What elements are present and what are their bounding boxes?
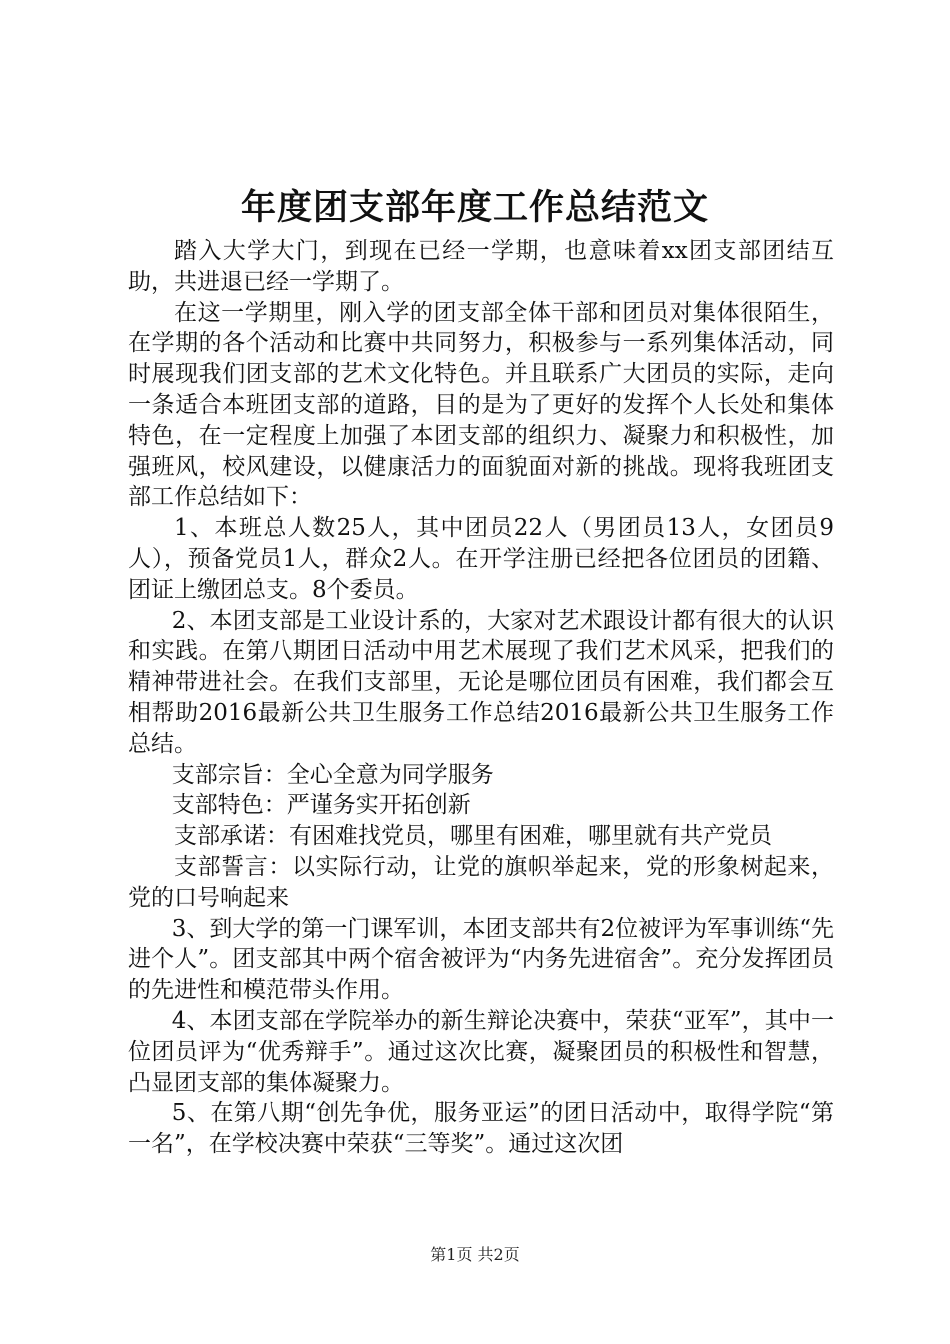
paragraph-item-1: 1、本班总人数25人，其中团员22人（男团员13人，女团员9人），预备党员1人，群众2人。在开学注册已经把各位团员的团籍、团证上缴团总支。8个委员。 bbox=[128, 515, 834, 603]
document-title: 年度团支部年度工作总结范文 bbox=[240, 187, 709, 228]
paragraph-overview: 在这一学期里，刚入学的团支部全体干部和团员对集体很陌生，在学期的各个活动和比赛中共同努力，积极参与一系列集体活动，同时展现我们团支部的艺术文化特色。并且联系广大团员的实际，走向一条适合本班团支部的道路，目的是为了更好的发挥个人长处和集体特色，在一定程度上加强了本团支部的组织力、凝聚力和积极性，加强班风，校风建设，以健康活力的面貌面对新的挑战。现将我班团支部工作总结如下： bbox=[128, 299, 834, 511]
paragraph-item-3: 3、到大学的第一门课军训，本团支部共有2位被评为军事训练“先进个人”。团支部其中两个宿舍被评为“内务先进宿舍”。充分发挥团员的先进性和模范带头作用。 bbox=[128, 915, 834, 1004]
paragraph-item-5: 5、在第八期“创先争优，服务亚运”的团日活动中，取得学院“第一名”，在学校决赛中荣获“三等奖”。通过这次团 bbox=[128, 1100, 834, 1158]
page-number-footer: 第1页 共2页 bbox=[430, 1245, 520, 1264]
paragraph-feature: 支部特色：严谨务实开拓创新 bbox=[171, 792, 471, 819]
document-body bbox=[128, 236, 834, 1160]
paragraph-intro: 踏入大学大门，到现在已经一学期，也意味着xx团支部团结互助，共进退已经一学期了。 bbox=[128, 238, 834, 295]
paragraph-purpose: 支部宗旨：全心全意为同学服务 bbox=[171, 761, 494, 788]
paragraph-oath: 支部誓言：以实际行动，让党的旗帜举起来，党的形象树起来，党的口号响起来 bbox=[128, 853, 834, 911]
paragraph-item-4: 4、本团支部在学院举办的新生辩论决赛中，荣获“亚军”，其中一位团员评为“优秀辩手”。通过这次比赛，凝聚团员的积极性和智慧，凸显团支部的集体凝聚力。 bbox=[128, 1007, 834, 1096]
paragraph-promise: 支部承诺：有困难找党员，哪里有困难，哪里就有共产党员 bbox=[174, 823, 772, 850]
paragraph-item-2: 2、本团支部是工业设计系的，大家对艺术跟设计都有很大的认识和实践。在第八期团日活动中用艺术展现了我们艺术风采，把我们的精神带进社会。在我们支部里，无论是哪位团员有困难，我们都会互相帮助2016最新公共卫生服务工作总结2016最新公共卫生服务工作总结。 bbox=[128, 607, 834, 757]
